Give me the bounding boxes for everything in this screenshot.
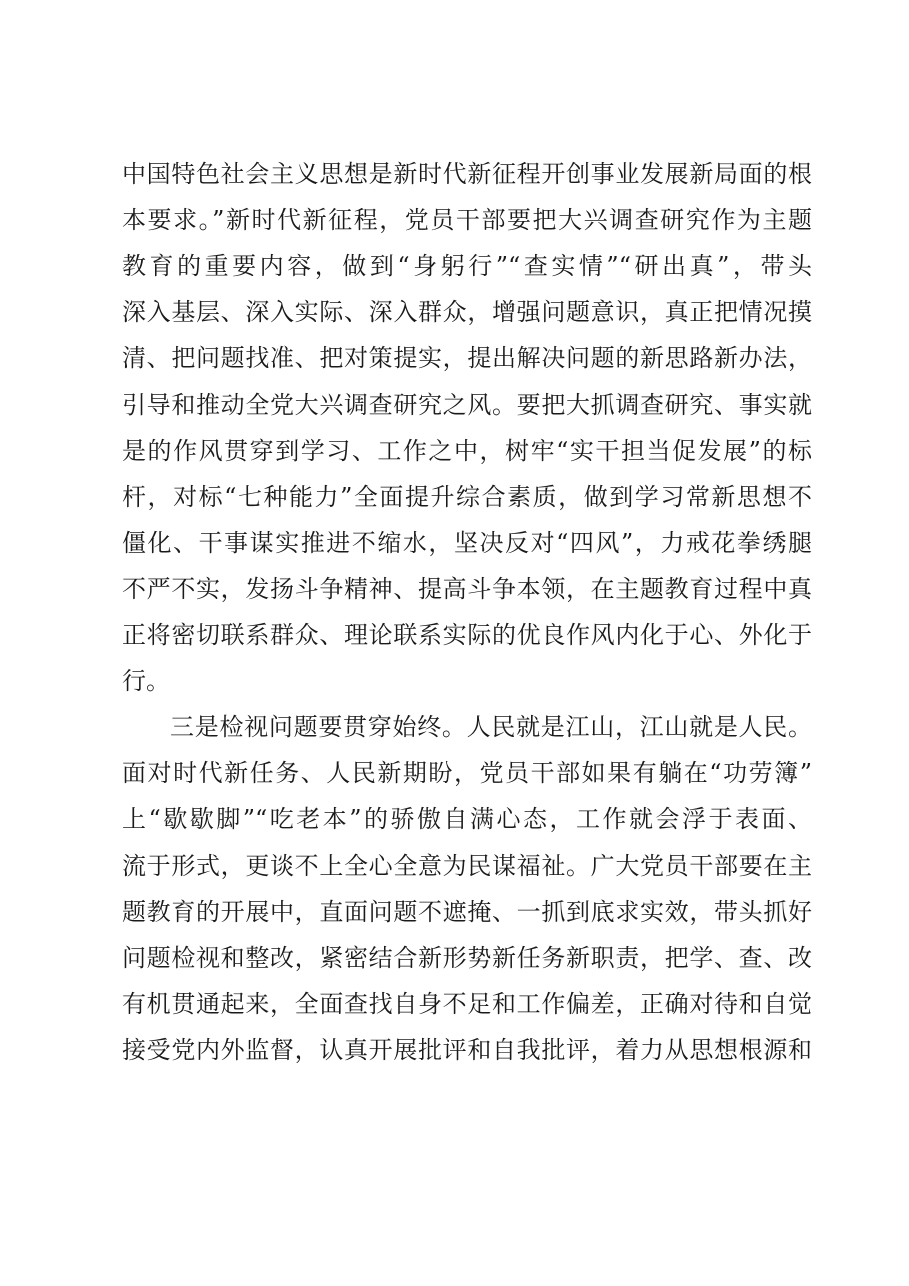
text-line: 中国特色社会主义思想是新时代新征程开创事业发展新局面的根	[122, 160, 812, 188]
text-line: 接受党内外监督，认真开展批评和自我批评，着力从思想根源和	[122, 1035, 812, 1064]
text-line: 引导和推动全党大兴调查研究之风。要把大抓调查研究、事实就	[122, 390, 812, 419]
text-line: 深入基层、深入实际、深入群众，增强问题意识，真正把情况摸	[122, 298, 812, 327]
text-line: 面对时代新任务、人民新期盼，党员干部如果有躺在“功劳簿”	[122, 759, 812, 788]
text-line: 是的作风贯穿到学习、工作之中，树牢“实干担当促发展”的标	[122, 436, 812, 465]
paragraph-first-line: 三是检视问题要贯穿始终。人民就是江山，江山就是人民。	[170, 713, 812, 742]
text-line: 本要求。”新时代新征程，党员干部要把大兴调查研究作为主题	[122, 206, 812, 235]
text-line: 不严不实，发扬斗争精神、提高斗争本领，在主题教育过程中真	[122, 574, 812, 603]
text-line: 行。	[122, 667, 170, 696]
text-line: 杆，对标“七种能力”全面提升综合素质，做到学习常新思想不	[122, 482, 812, 511]
text-line: 流于形式，更谈不上全心全意为民谋福祉。广大党员干部要在主	[122, 851, 812, 880]
text-line: 有机贯通起来，全面查找自身不足和工作偏差，正确对待和自觉	[122, 989, 812, 1018]
text-line: 题教育的开展中，直面问题不遮掩、一抓到底求实效，带头抓好	[122, 897, 812, 926]
text-line: 僵化、干事谋实推进不缩水，坚决反对“四风”，力戒花拳绣腿	[122, 528, 812, 557]
text-line: 上“歇歇脚”“吃老本”的骄傲自满心态，工作就会浮于表面、	[122, 805, 812, 834]
text-line: 正将密切联系群众、理论联系实际的优良作风内化于心、外化于	[122, 621, 812, 649]
text-line: 问题检视和整改，紧密结合新形势新任务新职责，把学、查、改	[122, 943, 812, 972]
text-line: 清、把问题找准、把对策提实，提出解决问题的新思路新办法，	[122, 344, 812, 373]
text-line: 教育的重要内容，做到“身躬行”“查实情”“研出真”，带头	[122, 252, 812, 281]
